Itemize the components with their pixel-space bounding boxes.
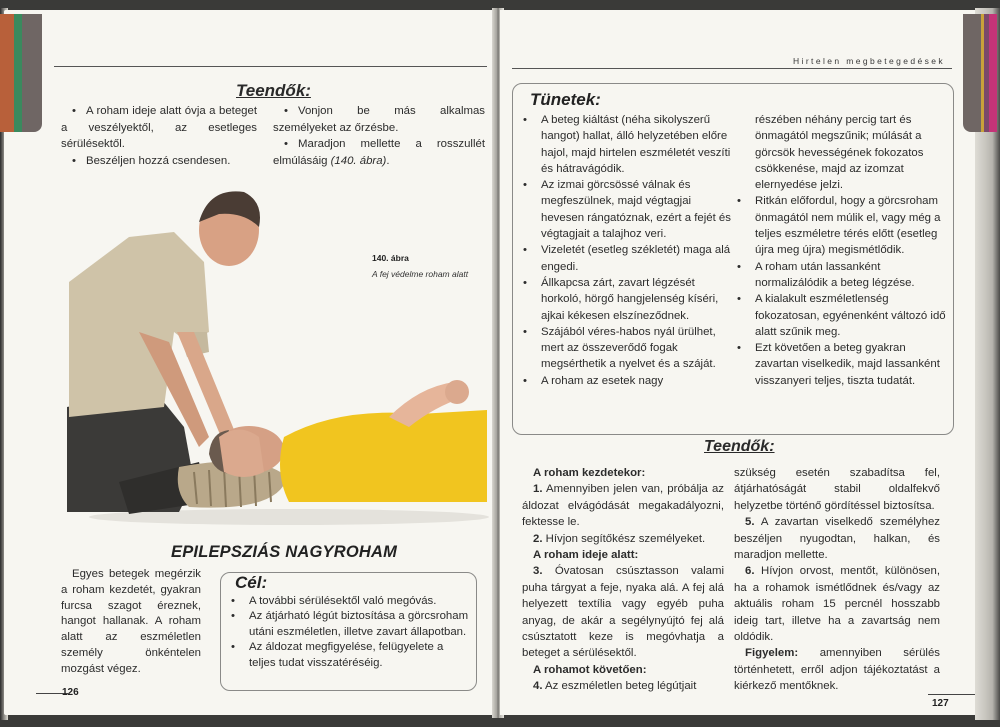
list-item: • A további sérülésektől való megóvás. bbox=[231, 595, 437, 607]
list-item: • Ezt követően a beteg gyakran zavartan viselkedik, majd lassanként visszanyeri teljes, tiszta tudatát. bbox=[737, 342, 940, 387]
subheading: A roham ideje alatt: bbox=[533, 549, 639, 562]
goal-box bbox=[220, 572, 477, 691]
list-item: • A roham ideje alatt óvja a beteget a veszélyektől, az esetleges sérülésektől. bbox=[61, 105, 257, 151]
list-item: • Szájából véres-habos nyál ürülhet, mert az összeverődő fogak megsérthetik a nyelvet és a száját. bbox=[523, 325, 716, 371]
list-item: • Beszéljen hozzá csendesen. bbox=[72, 154, 231, 167]
symptoms-box-title: Tünetek: bbox=[530, 90, 601, 109]
figure-caption: A fej védelme roham alatt bbox=[372, 269, 469, 279]
thumb-index-tabs-left bbox=[0, 14, 42, 134]
step-3: 3. Óvatosan csúsztasson valami puha tárgyat a feje, nyaka alá. A fej alá helyezett textília vagy egyéb puha anyag, de akár a segélynyújtó fej alá csúsztatott keze is megóvhatja a beteget a sérülésektől. bbox=[522, 565, 724, 660]
figure-number: 140. ábra bbox=[372, 253, 409, 263]
running-head: Hirtelen megbetegedések bbox=[793, 56, 946, 66]
list-item: • Vonjon be más alkalmas személyeket az őrzésbe. bbox=[273, 105, 485, 134]
list-item: • Állkapcsa zárt, zavart légzését horkoló, hörgő hangjelenség kíséri, ajkai kékesen elszíneződnek. bbox=[523, 276, 719, 322]
list-item: • Ritkán előfordul, hogy a görcsroham önmagától nem múlik el, vagy még a teljes eszméletre térés előtt (esetleg újra meg újra) megismétlődik. bbox=[737, 195, 941, 257]
page-number-rule bbox=[928, 694, 978, 695]
step-1: 1. Amennyiben jelen van, próbálja az áldozat elvágódását megakadályozni, fektesse le. bbox=[522, 483, 724, 529]
list-item: • Vizeletét (esetleg székletét) maga alá engedi. bbox=[523, 244, 731, 273]
photo-head-protection bbox=[59, 182, 489, 527]
step-4-continuation: szükség esetén szabadítsa fel, átjárhatóságát stabil oldalfekvő helyzetbe történő gördítéssel biztosítsa. bbox=[734, 467, 940, 512]
section-heading-epilepsy: EPILEPSZIÁS NAGYROHAM bbox=[171, 543, 398, 561]
tab-green bbox=[14, 14, 22, 132]
list-item: • Az átjárható légút biztosítása a görcsroham utáni eszméletlen, illetve zavart állapotban. bbox=[231, 610, 469, 638]
step-5: 5. A zavartan viselkedő személyhez beszéljen nyugodtan, halkan, és maradjon mellette. bbox=[734, 516, 940, 562]
header-rule bbox=[54, 66, 487, 67]
tab-brown bbox=[22, 14, 42, 132]
list-item: • Maradjon mellette a rosszullét elmúlásáig (140. ábra). bbox=[273, 138, 485, 167]
thumb-index-tabs-right bbox=[963, 14, 997, 130]
step-6: 6. Hívjon orvost, mentőt, különösen, ha a rohamok ismétlődnek és/vagy az aktuális roham 15 percnél hosszabb ideig tart, illetve ha a zavartság nem oldódik. bbox=[734, 565, 940, 644]
right-page bbox=[500, 10, 978, 715]
subheading: A roham kezdetekor: bbox=[533, 467, 646, 479]
tab-orange bbox=[0, 14, 14, 132]
list-item: • A roham után lassanként normalizálódik a beteg légzése. bbox=[737, 260, 915, 289]
steps-column-2 bbox=[734, 465, 940, 695]
lying-man-shirt bbox=[280, 410, 487, 502]
header-rule bbox=[512, 68, 952, 69]
list-item: • A kialakult eszméletlenség fokozatosan, egyénenként változó idő alatt szűnik meg. bbox=[737, 293, 946, 338]
left-page bbox=[4, 10, 496, 715]
symptoms-list-col1 bbox=[521, 112, 731, 389]
tab-brown bbox=[963, 14, 981, 132]
list-item: • A beteg kiáltást (néha sikolyszerű hangot) hallat, álló helyzetében előre hajol, majd hirtelen eszméletét veszíti és hátravágódik. bbox=[523, 114, 731, 175]
page-number: 127 bbox=[932, 698, 949, 709]
section-title-teendok: Teendők: bbox=[704, 438, 775, 455]
list-item: • Az izmai görcsössé válnak és megfeszülnek, majd végtagjai hevesen rángatóznak, ezért a fejét és végtagjait a talajhoz veri. bbox=[523, 179, 731, 241]
list-item-continuation: részében néhány percig tart és önmagától megszűnik; múlását a görcsök hevességének fokozatos csökkenése, majd az izomzat elernyedése jelzi. bbox=[755, 114, 924, 192]
teendok-column-1 bbox=[61, 103, 257, 169]
warning-note: Figyelem: amennyiben sérülés történhetett, erről adjon tájékoztatást a kiérkező mentőknek. bbox=[734, 647, 940, 693]
figure-reference: (140. ábra) bbox=[330, 154, 387, 167]
subheading: A rohamot követően: bbox=[533, 663, 647, 676]
step-2: 2. Hívjon segítőkész személyeket. bbox=[533, 532, 706, 545]
symptoms-list-col2 bbox=[735, 112, 950, 389]
list-item: • Az áldozat megfigyelése, felügyelete a teljes tudat visszatéréséig. bbox=[231, 641, 444, 669]
steps-column-1 bbox=[522, 465, 724, 695]
page-number: 126 bbox=[62, 687, 79, 698]
list-item: • A roham az esetek nagy bbox=[523, 374, 664, 387]
goal-list bbox=[229, 594, 469, 671]
tab-magenta bbox=[989, 14, 997, 132]
symptoms-box bbox=[512, 83, 954, 435]
goal-box-title: Cél: bbox=[235, 573, 268, 592]
teendok-column-2 bbox=[273, 103, 485, 169]
step-4: 4. Az eszméletlen beteg légútjait bbox=[533, 680, 697, 693]
section-title-teendok: Teendők: bbox=[236, 81, 311, 100]
intro-paragraph: Egyes betegek megérzik a roham kezdetét, gyakran furcsa szagot éreznek, hangot hallanak. A roham alatt az eszméletlen személy önkéntelen mozgást végez. bbox=[61, 568, 201, 675]
